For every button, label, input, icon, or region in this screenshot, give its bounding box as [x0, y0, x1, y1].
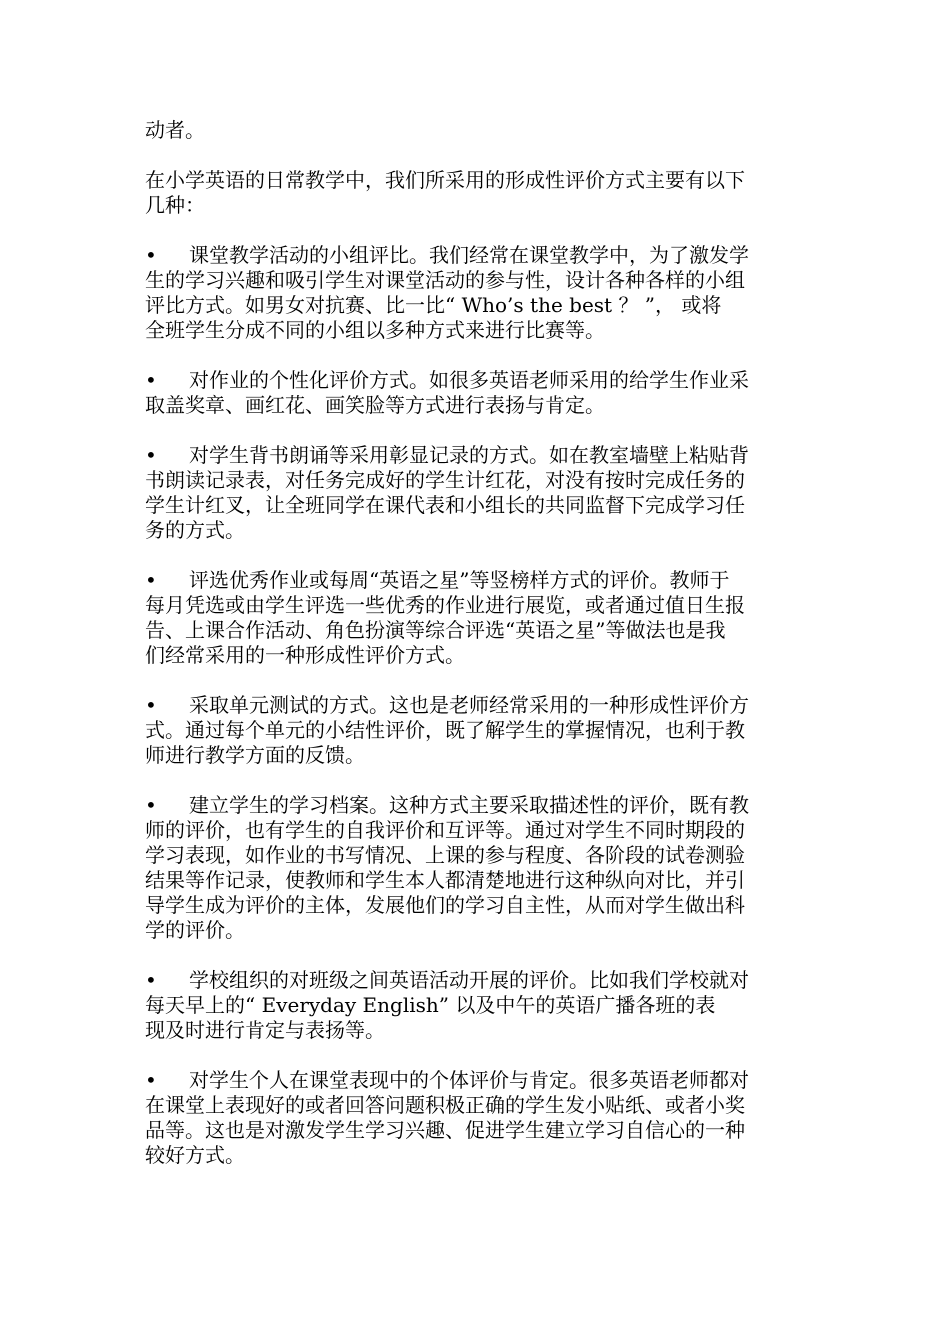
item-line: 告、上课合作活动、角色扮演等综合评选“英语之星”等做法也是我 [145, 618, 726, 642]
item-line: 在课堂上表现好的或者回答问题积极正确的学生发小贴纸、或者小奖 [145, 1093, 745, 1117]
bullet-marker: • [145, 568, 157, 592]
item-line: 生的学习兴趣和吸引学生对课堂活动的参与性，设计各种各样的小组 [145, 268, 745, 292]
list-item [145, 693, 810, 768]
item-line: 导学生成为评价的主体，发展他们的学习自主性，从而对学生做出科 [145, 893, 745, 917]
list-item [145, 793, 810, 943]
intro-line: 几种： [145, 193, 205, 217]
item-line: 对学生背书朗诵等采用彰显记录的方式。如在教室墙壁上粘贴背 [189, 443, 749, 467]
item-line: 结果等作记录，使教师和学生本人都清楚地进行这种纵向对比，并引 [145, 868, 745, 892]
item-line: 课堂教学活动的小组评比。我们经常在课堂教学中，为了激发学 [189, 243, 749, 267]
item-line: 师的评价，也有学生的自我评价和互评等。通过对学生不同时期段的 [145, 818, 745, 842]
bullet-marker: • [145, 243, 157, 267]
item-line: 对学生个人在课堂表现中的个体评价与肯定。很多英语老师都对 [189, 1068, 749, 1092]
item-line: 书朗读记录表，对任务完成好的学生计红花，对没有按时完成任务的 [145, 468, 745, 492]
list-item [145, 368, 810, 418]
bullet-marker: • [145, 693, 157, 717]
bullet-marker: • [145, 1068, 157, 1092]
intro-line: 在小学英语的日常教学中，我们所采用的形成性评价方式主要有以下 [145, 168, 745, 192]
list-item [145, 568, 810, 668]
list-item [145, 968, 810, 1043]
item-line: 学的评价。 [145, 918, 245, 942]
item-line: 取盖奖章、画红花、画笑脸等方式进行表扬与肯定。 [145, 393, 605, 417]
item-line: 现及时进行肯定与表扬等。 [145, 1018, 385, 1042]
item-line: 学生计红叉，让全班同学在课代表和小组长的共同监督下完成学习任 [145, 493, 745, 517]
list-item [145, 243, 810, 343]
item-line: 建立学生的学习档案。这种方式主要采取描述性的评价，既有教 [189, 793, 749, 817]
item-line: 们经常采用的一种形成性评价方式。 [145, 643, 465, 667]
item-line: 全班学生分成不同的小组以多种方式来进行比赛等。 [145, 318, 605, 342]
item-line: 每天早上的“ Everyday English” 以及中午的英语广播各班的表 [145, 993, 716, 1017]
bullet-marker: • [145, 968, 157, 992]
item-line: 学习表现，如作业的书写情况、上课的参与程度、各阶段的试卷测验 [145, 843, 745, 867]
opening-line: 动者。 [145, 118, 205, 142]
item-line: 式。通过每个单元的小结性评价，既了解学生的掌握情况，也利于教 [145, 718, 745, 742]
list-item [145, 1068, 810, 1168]
bullet-marker: • [145, 368, 157, 392]
bullet-marker: • [145, 793, 157, 817]
item-line: 务的方式。 [145, 518, 245, 542]
intro-paragraph [145, 168, 810, 218]
item-line: 每月凭选或由学生评选一些优秀的作业进行展览，或者通过值日生报 [145, 593, 745, 617]
item-line: 评选优秀作业或每周“英语之星”等竖榜样方式的评价。教师于 [189, 568, 730, 592]
list-item [145, 443, 810, 543]
item-line: 品等。这也是对激发学生学习兴趣、促进学生建立学习自信心的一种 [145, 1118, 745, 1142]
item-line: 学校组织的对班级之间英语活动开展的评价。比如我们学校就对 [189, 968, 749, 992]
item-line: 采取单元测试的方式。这也是老师经常采用的一种形成性评价方 [189, 693, 749, 717]
opening-fragment [145, 118, 810, 143]
item-line: 较好方式。 [145, 1143, 245, 1167]
item-line: 对作业的个性化评价方式。如很多英语老师采用的给学生作业采 [189, 368, 749, 392]
document-page [145, 118, 810, 1193]
bullet-marker: • [145, 443, 157, 467]
item-line: 评比方式。如男女对抗赛、比一比“ Who’s the best ？ ”， 或将 [145, 293, 722, 317]
item-line: 师进行教学方面的反馈。 [145, 743, 365, 767]
